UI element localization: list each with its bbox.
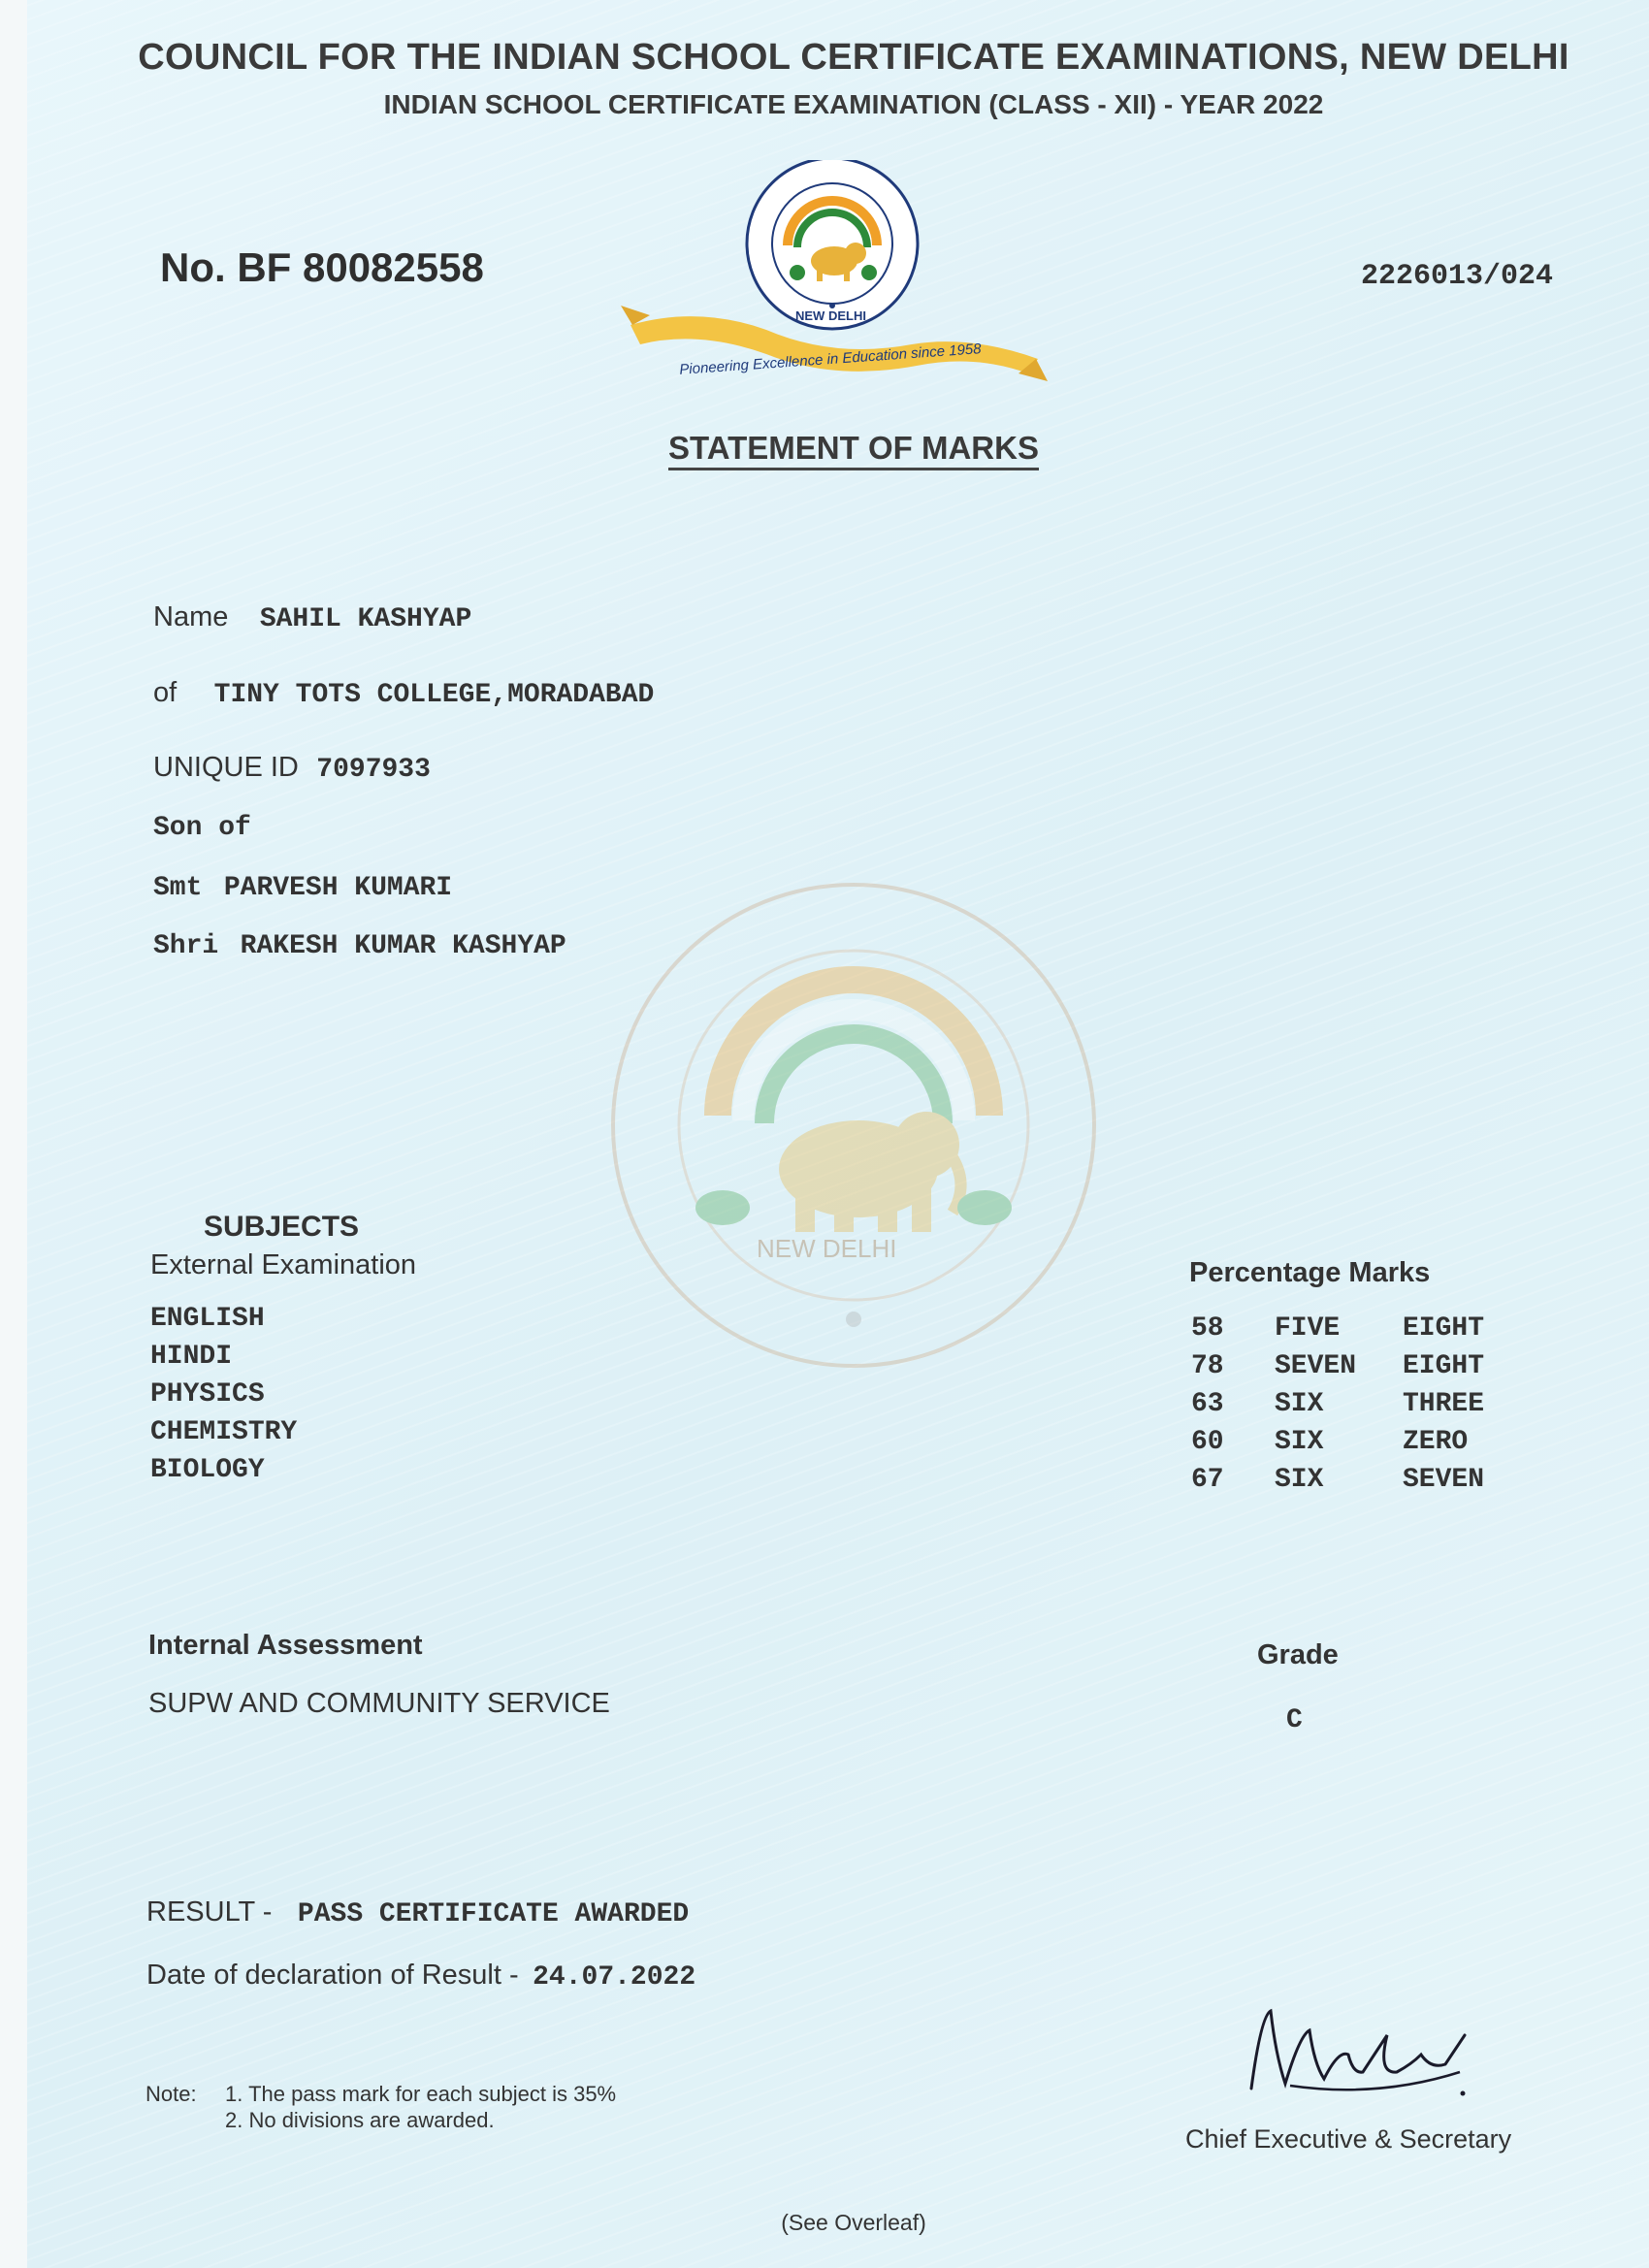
declaration-date: 24.07.2022 bbox=[533, 1962, 696, 1993]
list-item: CHEMISTRY bbox=[150, 1417, 298, 1447]
name-label: Name bbox=[153, 601, 229, 632]
statement-title: STATEMENT OF MARKS bbox=[0, 430, 1649, 467]
table-row: 63 SIX THREE bbox=[1191, 1389, 1485, 1419]
percentage-marks-heading: Percentage Marks bbox=[1189, 1257, 1431, 1288]
uid-row bbox=[153, 752, 431, 785]
watermark-seal-icon bbox=[601, 873, 1106, 1377]
watermark-city: NEW DELHI bbox=[757, 1234, 897, 1263]
declaration-date-label: Date of declaration of Result - bbox=[146, 1960, 519, 1991]
father-name: RAKESH KUMAR KASHYAP bbox=[240, 931, 566, 961]
school-name: TINY TOTS COLLEGE,MORADABAD bbox=[213, 680, 655, 710]
school-row bbox=[153, 677, 654, 710]
mother-prefix: Smt bbox=[153, 873, 203, 903]
reference-number: 2226013/024 bbox=[1361, 260, 1554, 293]
table-row: 60 SIX ZERO bbox=[1191, 1427, 1469, 1457]
note-list bbox=[225, 2081, 616, 2133]
table-row: 78 SEVEN EIGHT bbox=[1191, 1351, 1485, 1381]
seal-ribbon-text: Pioneering Excellence in Education since 1958 bbox=[678, 340, 983, 378]
list-item: HINDI bbox=[150, 1342, 233, 1372]
grade-heading: Grade bbox=[1257, 1639, 1339, 1670]
table-row: 67 SIX SEVEN bbox=[1191, 1465, 1485, 1495]
subjects-heading: SUBJECTS bbox=[204, 1211, 360, 1243]
relation-label: Son of bbox=[153, 813, 251, 843]
certificate-number: No. BF 80082558 bbox=[160, 244, 484, 290]
father-prefix: Shri bbox=[153, 931, 219, 961]
marks-table bbox=[1191, 1310, 1484, 1499]
exam-title: INDIAN SCHOOL CERTIFICATE EXAMINATION (CLASS - XII) - YEAR 2022 bbox=[383, 89, 1324, 119]
seal-city: NEW DELHI bbox=[795, 308, 866, 323]
father-row bbox=[153, 931, 566, 961]
result-label: RESULT - bbox=[146, 1896, 273, 1928]
mother-row bbox=[153, 873, 452, 903]
uid-value: 7097933 bbox=[316, 755, 431, 785]
external-exam-heading: External Examination bbox=[150, 1249, 417, 1280]
see-overleaf: (See Overleaf) bbox=[781, 2210, 926, 2235]
result-value: PASS CERTIFICATE AWARDED bbox=[297, 1899, 690, 1929]
mother-name: PARVESH KUMARI bbox=[223, 873, 453, 903]
list-item: 1. The pass mark for each subject is 35% bbox=[225, 2082, 617, 2106]
candidate-name: SAHIL KASHYAP bbox=[259, 604, 472, 634]
school-label: of bbox=[153, 677, 178, 708]
name-row bbox=[153, 601, 471, 634]
signatory-title: Chief Executive & Secretary bbox=[1185, 2124, 1512, 2154]
grade-value: C bbox=[1286, 1705, 1303, 1735]
list-item: BIOLOGY bbox=[150, 1455, 265, 1485]
result-row bbox=[146, 1896, 689, 1929]
list-item: 2. No divisions are awarded. bbox=[225, 2108, 495, 2132]
subject-list bbox=[150, 1300, 297, 1489]
list-item: PHYSICS bbox=[150, 1379, 265, 1409]
internal-subject: SUPW AND COMMUNITY SERVICE bbox=[148, 1688, 610, 1719]
council-title: COUNCIL FOR THE INDIAN SCHOOL CERTIFICATE EXAMINATIONS, NEW DELHI bbox=[138, 37, 1569, 78]
uid-label: UNIQUE ID bbox=[153, 752, 299, 783]
internal-assessment-heading: Internal Assessment bbox=[148, 1630, 423, 1661]
table-row: 58 FIVE EIGHT bbox=[1191, 1313, 1485, 1344]
note-label: Note: bbox=[146, 2082, 197, 2106]
paper-edge bbox=[0, 0, 27, 2268]
list-item: ENGLISH bbox=[150, 1304, 265, 1334]
declaration-date-row bbox=[146, 1960, 695, 1993]
signature-icon bbox=[1232, 1996, 1474, 2113]
